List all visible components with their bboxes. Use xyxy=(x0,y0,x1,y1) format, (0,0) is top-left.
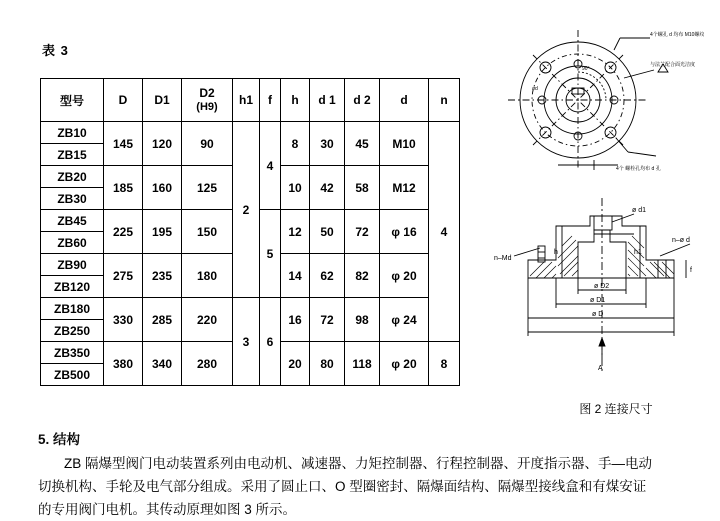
cell-d: M10 xyxy=(380,122,429,166)
header-h1: h1 xyxy=(233,79,260,122)
thread-note: 4个螺孔 d 均布 M10螺纹 xyxy=(650,32,704,38)
label-d1: ø d1 xyxy=(632,207,647,214)
cell-D1: 285 xyxy=(143,298,182,342)
cell-h1-bottom: 3 xyxy=(233,298,260,386)
specification-table xyxy=(40,78,460,386)
cell-h: 20 xyxy=(281,342,310,386)
cell-f-bottom: 6 xyxy=(260,298,281,386)
paragraph-line-1 xyxy=(38,452,686,475)
label-D2: ø D2 xyxy=(594,283,610,290)
header-d1-small: d 1 xyxy=(310,79,345,122)
cell-d1: 50 xyxy=(310,210,345,254)
header-h: h xyxy=(281,79,310,122)
flange-section-drawing xyxy=(494,186,710,382)
cell-model: ZB250 xyxy=(41,320,104,342)
cell-model: ZB45 xyxy=(41,210,104,232)
cell-d: φ 20 xyxy=(380,342,429,386)
cell-f-top: 4 xyxy=(260,122,281,210)
cell-n-bottom: 8 xyxy=(429,342,460,386)
cell-model: ZB120 xyxy=(41,276,104,298)
label-h: h xyxy=(554,249,558,256)
cell-d1: 42 xyxy=(310,166,345,210)
cell-D: 380 xyxy=(104,342,143,386)
cell-D2: 180 xyxy=(182,254,233,298)
label-n-d: n–ø d xyxy=(672,237,690,244)
header-d: d xyxy=(380,79,429,122)
cell-model: ZB10 xyxy=(41,122,104,144)
cell-d: M12 xyxy=(380,166,429,210)
cell-model: ZB90 xyxy=(41,254,104,276)
header-D: D xyxy=(104,79,143,122)
cell-f-mid: 5 xyxy=(260,210,281,298)
cell-D: 185 xyxy=(104,166,143,210)
cell-D2: 90 xyxy=(182,122,233,166)
cell-d: φ 20 xyxy=(380,254,429,298)
cell-h: 10 xyxy=(281,166,310,210)
table-header-row xyxy=(41,79,460,122)
body-paragraph xyxy=(38,452,686,521)
table-caption: 表 3 xyxy=(42,43,69,58)
cell-model: ZB15 xyxy=(41,144,104,166)
cell-h: 8 xyxy=(281,122,310,166)
cell-D2: 280 xyxy=(182,342,233,386)
cell-D1: 195 xyxy=(143,210,182,254)
angle-label: 90° xyxy=(582,66,590,72)
label-D1: ø D1 xyxy=(590,297,606,304)
paragraph-line-1-text: ZB 隔爆型阀门电动装置系列由电动机、减速器、力矩控制器、行程控制器、开度指示器、手—电动 xyxy=(64,456,653,471)
cell-model: ZB180 xyxy=(41,298,104,320)
cell-D2: 150 xyxy=(182,210,233,254)
cell-d2: 58 xyxy=(345,166,380,210)
cell-n-top: 4 xyxy=(429,122,460,342)
cell-D1: 340 xyxy=(143,342,182,386)
header-f: f xyxy=(260,79,281,122)
cell-h1-top: 2 xyxy=(233,122,260,298)
cell-D2: 125 xyxy=(182,166,233,210)
cell-D2: 220 xyxy=(182,298,233,342)
header-model: 型号 xyxy=(41,79,104,122)
cell-h: 14 xyxy=(281,254,310,298)
label-A: A xyxy=(598,365,603,372)
cell-D1: 120 xyxy=(143,122,182,166)
cell-d1: 72 xyxy=(310,298,345,342)
cell-model: ZB60 xyxy=(41,232,104,254)
paragraph-line-2: 切换机构、手轮及电气部分组成。采用了圆止口、O 型圈密封、隔爆面结构、隔爆型接线盒和有煤安证 xyxy=(38,479,647,494)
cell-D: 330 xyxy=(104,298,143,342)
bolt-note: 4个 螺栓孔均布 d 孔 xyxy=(616,166,661,172)
table-row xyxy=(41,122,460,144)
header-D2-main: D2 xyxy=(199,85,215,100)
surface-note: 与法兰配合面光洁度 xyxy=(650,62,696,68)
cell-d2: 118 xyxy=(345,342,380,386)
dim-note-left: ød xyxy=(532,86,538,92)
cell-d1: 62 xyxy=(310,254,345,298)
header-D2-tolerance: (H9) xyxy=(196,100,218,113)
flange-face-drawing xyxy=(498,20,704,180)
cell-d1: 30 xyxy=(310,122,345,166)
cell-D1: 160 xyxy=(143,166,182,210)
paragraph-line-3: 的专用阀门电机。其传动原理如图 3 所示。 xyxy=(38,502,297,517)
section-heading: 5. 结构 xyxy=(38,432,81,447)
label-D: ø D xyxy=(592,311,604,318)
cell-h: 12 xyxy=(281,210,310,254)
table-row xyxy=(41,298,460,320)
label-n-Md: n–Md xyxy=(494,255,512,262)
cell-model: ZB350 xyxy=(41,342,104,364)
cell-model: ZB20 xyxy=(41,166,104,188)
cell-d2: 72 xyxy=(345,210,380,254)
cell-model: ZB500 xyxy=(41,364,104,386)
cell-d1: 80 xyxy=(310,342,345,386)
cell-D: 225 xyxy=(104,210,143,254)
header-D1: D1 xyxy=(143,79,182,122)
figure-caption: 图 2 连接尺寸 xyxy=(579,402,653,416)
cell-D: 145 xyxy=(104,122,143,166)
cell-d2: 98 xyxy=(345,298,380,342)
cell-d: φ 16 xyxy=(380,210,429,254)
cell-d2: 45 xyxy=(345,122,380,166)
header-n: n xyxy=(429,79,460,122)
label-h1: h1 xyxy=(634,249,642,256)
header-d2-small: d 2 xyxy=(345,79,380,122)
header-D2 xyxy=(182,79,233,122)
cell-D1: 235 xyxy=(143,254,182,298)
cell-D: 275 xyxy=(104,254,143,298)
cell-h: 16 xyxy=(281,298,310,342)
cell-d2: 82 xyxy=(345,254,380,298)
cell-model: ZB30 xyxy=(41,188,104,210)
cell-d: φ 24 xyxy=(380,298,429,342)
label-f: f xyxy=(690,267,692,274)
